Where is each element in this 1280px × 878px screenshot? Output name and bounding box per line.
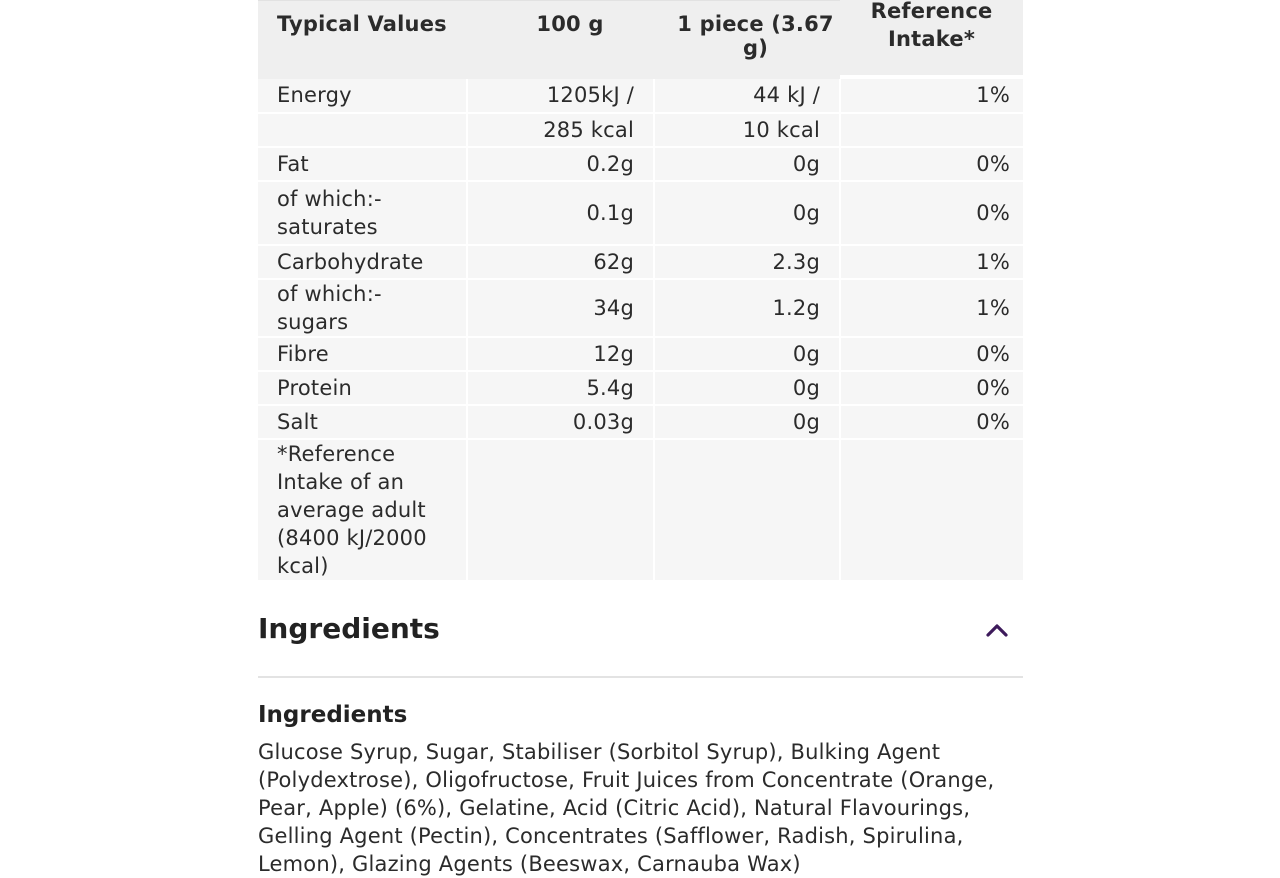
table-row [258, 113, 1023, 147]
table-header-row [258, 1, 1023, 79]
row-label: Energy [258, 79, 467, 113]
value-reference-intake: 0% [840, 405, 1023, 439]
chevron-up-icon[interactable] [985, 620, 1009, 640]
row-label: Fat [258, 147, 467, 181]
nutrition-table [258, 0, 1023, 582]
value-per-piece: 0g [654, 147, 840, 181]
value-reference-intake: 1% [840, 279, 1023, 337]
value-per-100g: 62g [467, 245, 654, 279]
value-per-100g: 0.03g [467, 405, 654, 439]
header-typical-values: Typical Values [258, 1, 467, 79]
value-per-piece: 0g [654, 405, 840, 439]
header-ref-line1: Reference [870, 0, 993, 23]
value-per-piece: 0g [654, 181, 840, 245]
row-label [258, 113, 467, 147]
value-per-piece: 44 kJ / [654, 79, 840, 113]
row-label: Fibre [258, 337, 467, 371]
row-label: Carbohydrate [258, 245, 467, 279]
value-per-100g: 34g [467, 279, 654, 337]
footnote-text: *Reference Intake of an average adult (8400 kJ/2000 kcal) [258, 439, 467, 581]
header-per-piece: 1 piece (3.67 g) [654, 1, 840, 79]
table-row [258, 245, 1023, 279]
ingredients-accordion-header[interactable] [258, 600, 1023, 678]
table-row [258, 79, 1023, 113]
value-per-piece: 10 kcal [654, 113, 840, 147]
empty-cell [467, 439, 654, 581]
empty-cell [840, 439, 1023, 581]
value-reference-intake: 0% [840, 371, 1023, 405]
value-per-100g: 12g [467, 337, 654, 371]
row-label: of which:- sugars [258, 279, 467, 337]
value-per-piece: 0g [654, 337, 840, 371]
table-row [258, 147, 1023, 181]
row-label: of which:- saturates [258, 181, 467, 245]
value-reference-intake: 1% [840, 79, 1023, 113]
value-reference-intake: 0% [840, 181, 1023, 245]
value-per-100g: 0.1g [467, 181, 654, 245]
header-reference-intake [840, 0, 1023, 75]
value-per-piece: 0g [654, 371, 840, 405]
value-per-100g: 1205kJ / [467, 79, 654, 113]
header-per-100g: 100 g [467, 1, 654, 79]
value-reference-intake: 0% [840, 337, 1023, 371]
value-reference-intake: 1% [840, 245, 1023, 279]
nutrition-table-container [258, 0, 1023, 582]
value-per-100g: 0.2g [467, 147, 654, 181]
table-row [258, 181, 1023, 245]
ingredients-heading: Ingredients [258, 702, 408, 728]
table-row [258, 279, 1023, 337]
table-row [258, 337, 1023, 371]
header-ref-line2: Intake* [888, 27, 975, 51]
value-per-piece: 2.3g [654, 245, 840, 279]
value-per-100g: 5.4g [467, 371, 654, 405]
empty-cell [654, 439, 840, 581]
table-row [258, 371, 1023, 405]
ingredients-section-title: Ingredients [258, 612, 440, 645]
table-row [258, 405, 1023, 439]
value-reference-intake: 0% [840, 147, 1023, 181]
table-footnote-row [258, 439, 1023, 581]
value-per-piece: 1.2g [654, 279, 840, 337]
value-reference-intake [840, 113, 1023, 147]
ingredients-text: Glucose Syrup, Sugar, Stabiliser (Sorbitol Syrup), Bulking Agent (Polydextrose), Oligofructose, Fruit Juices from Concentrate (Orange, Pear, Apple) (6%), Gelatine, Acid (Citric Acid), Natural Flavourings, Gelling Agent (Pectin), Concentrates (Safflower, Radish, Spirulina, Lemon), Glazing Agents (Beeswax, Carnauba Wax) [258, 740, 995, 876]
row-label: Salt [258, 405, 467, 439]
value-per-100g: 285 kcal [467, 113, 654, 147]
row-label: Protein [258, 371, 467, 405]
